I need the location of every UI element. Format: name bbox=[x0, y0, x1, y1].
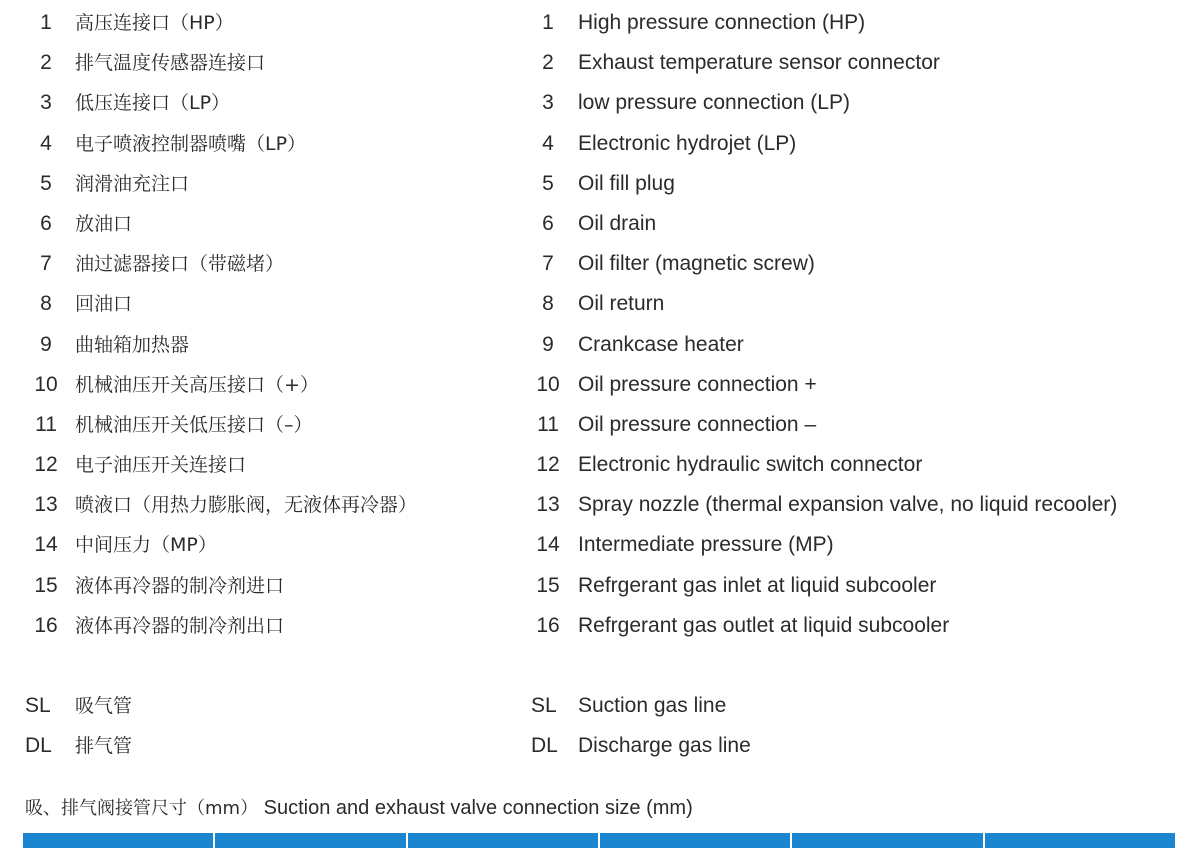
item-number: 11 bbox=[537, 412, 559, 436]
legend-row bbox=[0, 485, 1200, 525]
legend-row bbox=[0, 284, 1200, 324]
line-abbr: DL bbox=[25, 734, 52, 758]
item-label-cn: 放油口 bbox=[75, 212, 133, 235]
legend-row bbox=[0, 365, 1200, 405]
item-number: 10 bbox=[34, 372, 58, 396]
item-label-cn: 液体再冷器的制冷剂进口 bbox=[75, 574, 285, 597]
legend-row bbox=[0, 445, 1200, 485]
item-number: 9 bbox=[542, 332, 554, 356]
table-header-cell bbox=[215, 833, 407, 848]
line-abbr: SL bbox=[531, 694, 557, 717]
item-number: 10 bbox=[536, 372, 560, 396]
item-label-en: High pressure connection (HP) bbox=[578, 11, 866, 34]
connection-size-table-header bbox=[23, 833, 1175, 848]
item-label-en: Exhaust temperature sensor connector bbox=[578, 51, 940, 75]
item-number: 6 bbox=[542, 211, 554, 235]
item-number: 8 bbox=[542, 292, 554, 316]
item-number: 13 bbox=[34, 493, 58, 517]
item-label-cn: 机械油压开关高压接口（+） bbox=[75, 373, 319, 396]
item-number: 14 bbox=[536, 533, 560, 557]
legend-row bbox=[0, 204, 1200, 244]
item-number: 7 bbox=[542, 252, 554, 276]
legend-row bbox=[0, 164, 1200, 204]
item-number: 1 bbox=[40, 11, 52, 34]
item-label-cn: 低压连接口（LP） bbox=[75, 92, 231, 115]
item-number: 1 bbox=[542, 11, 554, 34]
item-label-cn: 润滑油充注口 bbox=[75, 172, 190, 195]
item-label-en: Oil pressure connection – bbox=[578, 412, 817, 436]
legend-row bbox=[0, 3, 1200, 43]
item-label-en: Oil drain bbox=[578, 211, 657, 235]
item-label-cn: 排气温度传感器连接口 bbox=[75, 52, 266, 75]
item-number: 6 bbox=[40, 211, 52, 235]
legend-row bbox=[0, 124, 1200, 164]
item-label-en: low pressure connection (LP) bbox=[578, 91, 850, 115]
item-number: 5 bbox=[542, 171, 554, 195]
legend-row bbox=[0, 244, 1200, 284]
item-label-en: Electronic hydraulic switch connector bbox=[578, 453, 923, 477]
item-number: 9 bbox=[40, 332, 52, 356]
legend-row bbox=[0, 606, 1200, 646]
item-label-en: Oil filter (magnetic screw) bbox=[578, 252, 815, 276]
item-label-en: Refrgerant gas outlet at liquid subcooler bbox=[578, 613, 950, 637]
item-label-cn: 机械油压开关低压接口（–） bbox=[75, 413, 313, 436]
item-label-cn: 液体再冷器的制冷剂出口 bbox=[75, 614, 285, 637]
item-number: 16 bbox=[536, 613, 560, 637]
item-number: 8 bbox=[40, 292, 52, 316]
line-row bbox=[0, 726, 1200, 766]
table-header-cell bbox=[23, 833, 215, 848]
line-label-en: Suction gas line bbox=[578, 694, 727, 717]
item-label-en: Refrgerant gas inlet at liquid subcooler bbox=[578, 573, 937, 597]
component-legend bbox=[0, 3, 1200, 766]
item-label-en: Spray nozzle (thermal expansion valve, no liquid recooler) bbox=[578, 493, 1118, 517]
item-number: 5 bbox=[40, 171, 52, 195]
item-label-cn: 回油口 bbox=[75, 293, 133, 316]
item-number: 15 bbox=[34, 573, 58, 597]
item-label-cn: 油过滤器接口（带磁堵） bbox=[75, 253, 285, 276]
legend-row bbox=[0, 43, 1200, 83]
item-number: 12 bbox=[34, 453, 58, 477]
line-label-cn: 吸气管 bbox=[75, 695, 133, 717]
item-label-en: Oil pressure connection + bbox=[578, 372, 817, 396]
item-label-cn: 电子喷液控制器喷嘴（LP） bbox=[75, 132, 307, 155]
item-label-en: Oil fill plug bbox=[578, 171, 675, 195]
item-number: 3 bbox=[40, 91, 52, 115]
item-label-en: Crankcase heater bbox=[578, 332, 744, 356]
item-number: 7 bbox=[40, 252, 52, 276]
line-abbr: DL bbox=[531, 734, 558, 758]
legend-row bbox=[0, 405, 1200, 445]
line-row bbox=[0, 686, 1200, 726]
item-label-cn: 曲轴箱加热器 bbox=[75, 333, 190, 356]
item-number: 4 bbox=[40, 131, 52, 155]
caption-cn: 吸、排气阀接管尺寸（mm） bbox=[25, 798, 259, 819]
table-header-cell bbox=[600, 833, 792, 848]
legend-row bbox=[0, 566, 1200, 606]
item-number: 15 bbox=[536, 573, 560, 597]
item-label-en: Electronic hydrojet (LP) bbox=[578, 131, 797, 155]
line-label-en: Discharge gas line bbox=[578, 734, 751, 758]
item-number: 16 bbox=[34, 613, 58, 637]
item-number: 13 bbox=[536, 493, 560, 517]
item-number: 11 bbox=[35, 412, 57, 436]
caption-en: Suction and exhaust valve connection size (mm) bbox=[258, 797, 693, 819]
item-label-en: Oil return bbox=[578, 292, 665, 316]
spacer bbox=[0, 646, 1200, 686]
table-header-cell bbox=[985, 833, 1175, 848]
line-label-cn: 排气管 bbox=[75, 735, 133, 758]
item-number: 3 bbox=[542, 91, 554, 115]
item-number: 2 bbox=[40, 51, 52, 75]
item-label-cn: 喷液口（用热力膨胀阀，无液体再冷器） bbox=[75, 494, 418, 517]
item-number: 2 bbox=[542, 51, 554, 75]
item-number: 4 bbox=[542, 131, 554, 155]
item-number: 12 bbox=[536, 453, 560, 477]
table-caption bbox=[25, 790, 693, 827]
table-header-cell bbox=[408, 833, 600, 848]
item-label-cn: 电子油压开关连接口 bbox=[75, 454, 247, 477]
item-label-cn: 高压连接口（HP） bbox=[75, 12, 234, 34]
item-label-en: Intermediate pressure (MP) bbox=[578, 533, 834, 557]
line-abbr: SL bbox=[25, 694, 51, 717]
item-label-cn: 中间压力（MP） bbox=[75, 534, 217, 557]
legend-row bbox=[0, 525, 1200, 565]
legend-row bbox=[0, 83, 1200, 123]
legend-row bbox=[0, 325, 1200, 365]
table-header-cell bbox=[792, 833, 984, 848]
item-number: 14 bbox=[34, 533, 58, 557]
